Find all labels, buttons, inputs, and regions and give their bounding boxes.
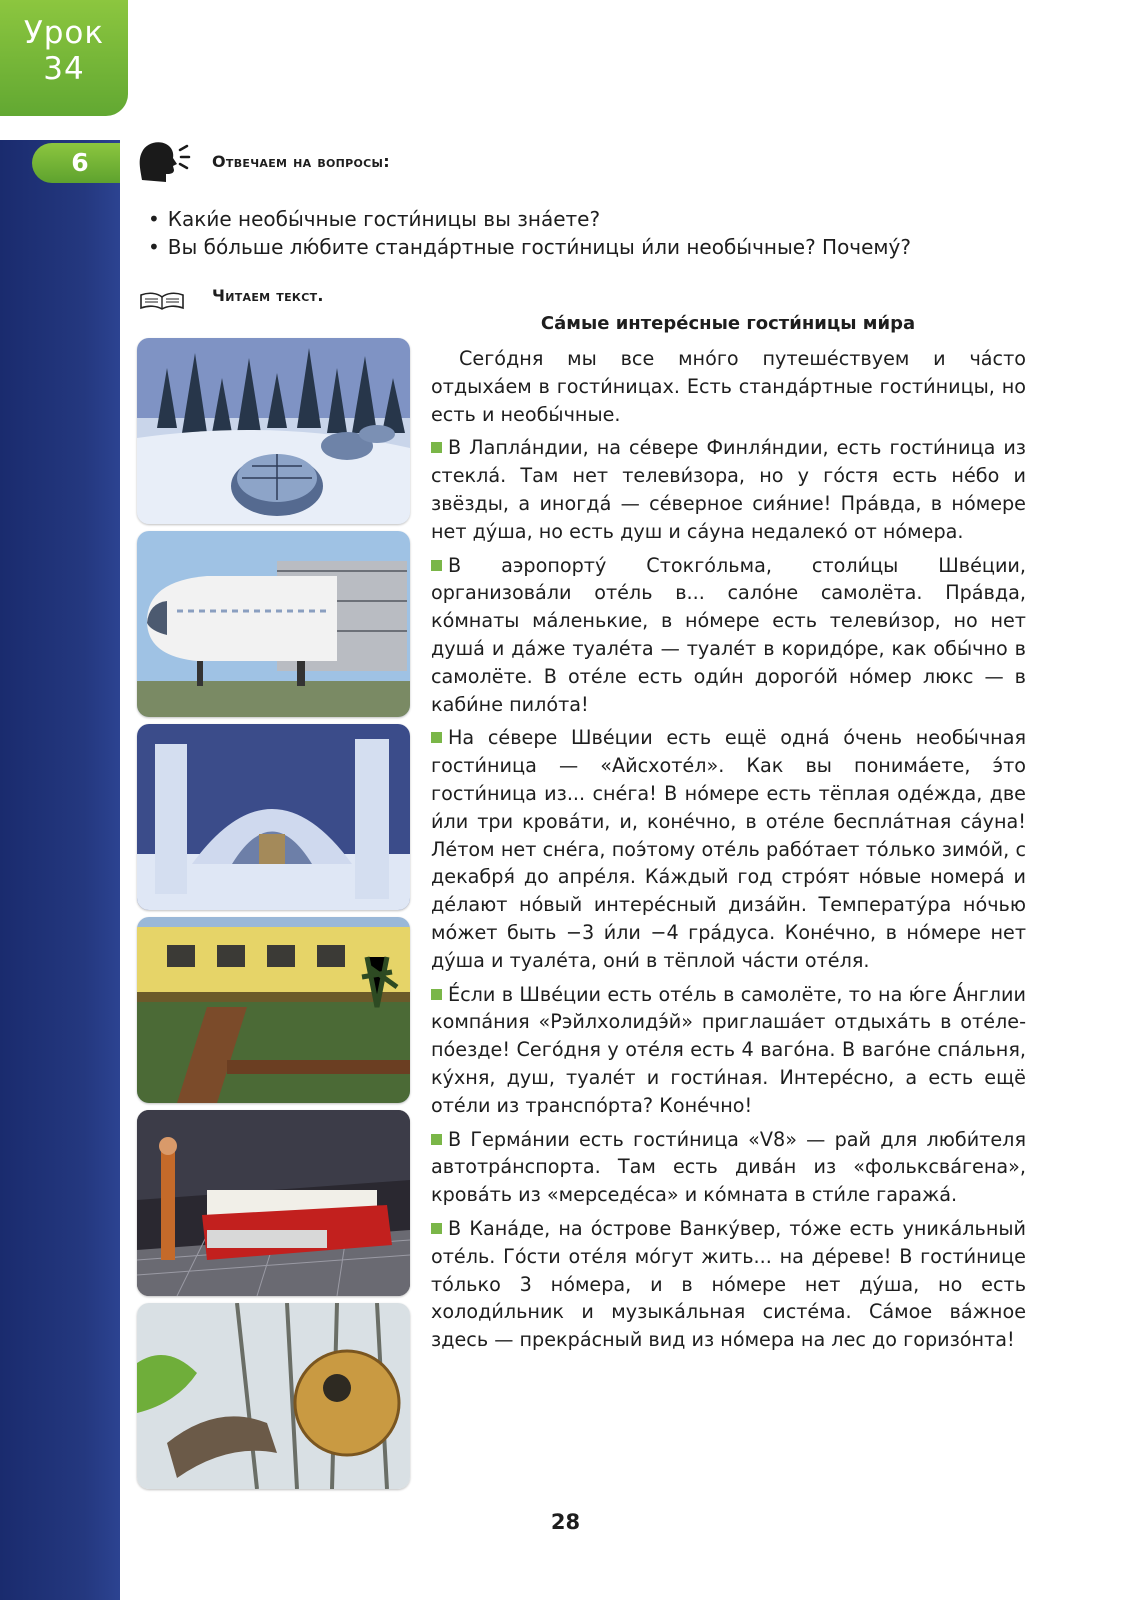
article-body <box>431 345 1026 1360</box>
green-square-bullet <box>431 732 442 743</box>
article-paragraph-v8: В Герма́нии есть гости́ница «V8» — рай для люби́теля автотра́нспорта. Там есть дива́н из «фольксва́гена», крова́ть из «мерседе́са» и ко́мната в сти́ле гаража́. <box>431 1127 1026 1207</box>
reading-instruction: Читаем текст. <box>212 286 324 305</box>
green-square-bullet <box>431 442 442 453</box>
lesson-label: Урок <box>23 15 105 51</box>
article-paragraph-icehotel: На се́вере Шве́ции есть ещё одна́ о́чень необы́чная гости́ница — «Айсхоте́л». Как вы понима́ете, э́то гости́ница из... сне́га! В но́мере есть тёплая оде́жда, две и́ли три крова́ти, и, коне́чно, в оте́ле беспла́тная са́уна! Ле́том нет сне́га, поэ́тому оте́ль рабо́тает то́лько зимо́й, с декабря́ до апре́ля. Ка́ждый год стро́ят но́вые номера́ и де́лают но́вый интере́сный диза́йн. Температу́ра но́чью мо́жет быть −3 и́ли −4 гра́дуса. Коне́чно, в но́мере нет ду́ша и туале́та, они́ в тёплой ча́сти оте́ля. <box>431 726 1026 972</box>
page-number: 28 <box>550 1510 581 1534</box>
open-book-icon <box>139 291 185 311</box>
photo-train-hotel <box>137 917 410 1103</box>
green-square-bullet <box>431 560 442 571</box>
photo-airplane-hotel <box>137 531 410 717</box>
lesson-tab <box>0 0 128 116</box>
article-title: Са́мые интере́сные гости́ницы ми́ра <box>540 313 916 334</box>
article-intro: Сего́дня мы все мно́го путеше́ствуем и ча́сто отдыха́ем в гости́ницах. Есть станда́ртные гости́ницы, но есть и необы́чные. <box>431 347 1026 426</box>
question-item: • Каки́е необы́чные гости́ницы вы зна́ете? <box>148 205 911 233</box>
article-paragraph-train: Е́сли в Шве́ции есть оте́ль в самолёте, то на ю́ге А́нглии компа́ния «Рэйлхолидэ́й» приглаша́ет отдыха́ть в оте́ле-по́езде! Сего́дня у оте́ля есть 4 ваго́на. В ваго́не спа́льня, ку́хня, душ, туале́т и гости́ная. Интере́сно, а есть ещё оте́ли из транспо́рта? Коне́чно! <box>431 982 1026 1117</box>
article-paragraph-canada: В Кана́де, на о́строве Ванку́вер, то́же есть уника́льный оте́ль. Го́сти оте́ля мо́гут жить... на де́реве! В гости́нице то́лько 3 но́мера, и в но́мере нет ду́ша, но есть холоди́льник и музыка́льная систе́ма. Са́мое ва́жное здесь — прекра́сный вид из но́мера на лес до горизо́нта! <box>431 1216 1026 1352</box>
photo-v8-car-hotel <box>137 1110 410 1296</box>
green-square-bullet <box>431 989 442 1000</box>
question-item: • Вы бо́льше лю́бите станда́ртные гости́ницы и́ли необы́чные? Почему́? <box>148 233 911 261</box>
task-number: 6 <box>71 148 89 177</box>
photo-ice-hotel <box>137 724 410 910</box>
side-color-bar <box>0 140 120 1600</box>
speaking-head-icon <box>136 138 192 188</box>
green-square-bullet <box>431 1134 442 1145</box>
green-square-bullet <box>431 1223 442 1234</box>
photo-tree-sphere-hotel <box>137 1303 410 1489</box>
article-paragraph-stockholm: В аэропорту́ Стокго́льма, столи́цы Шве́ции, организова́ли оте́ль в... сало́не самолёта. Пра́вда, ко́мнаты ма́ленькие, в но́мере есть телеви́зор, но нет душа́ и да́же туале́та — туале́т в коридо́ре, как обы́чно в самолёте. В оте́ле есть оди́н дорого́й но́мер люкс — в каби́не пило́та! <box>431 553 1026 716</box>
question-list <box>148 205 911 261</box>
photo-glass-igloo-hotel <box>137 338 410 524</box>
article-paragraph-lapland: В Лапла́ндии, на се́вере Финля́ндии, есть гости́ница из стекла́. Там нет телеви́зора, но у го́стя есть не́бо и звёзды, а иногда́ — се́верное сия́ние! Пра́вда, в но́мере нет ду́ша, но есть душ и са́уна недалеко́ от но́мера. <box>431 436 1026 543</box>
lesson-number: 34 <box>43 51 85 87</box>
task-number-badge <box>32 143 120 183</box>
task-instruction: Отвечаем на вопросы: <box>212 152 390 171</box>
